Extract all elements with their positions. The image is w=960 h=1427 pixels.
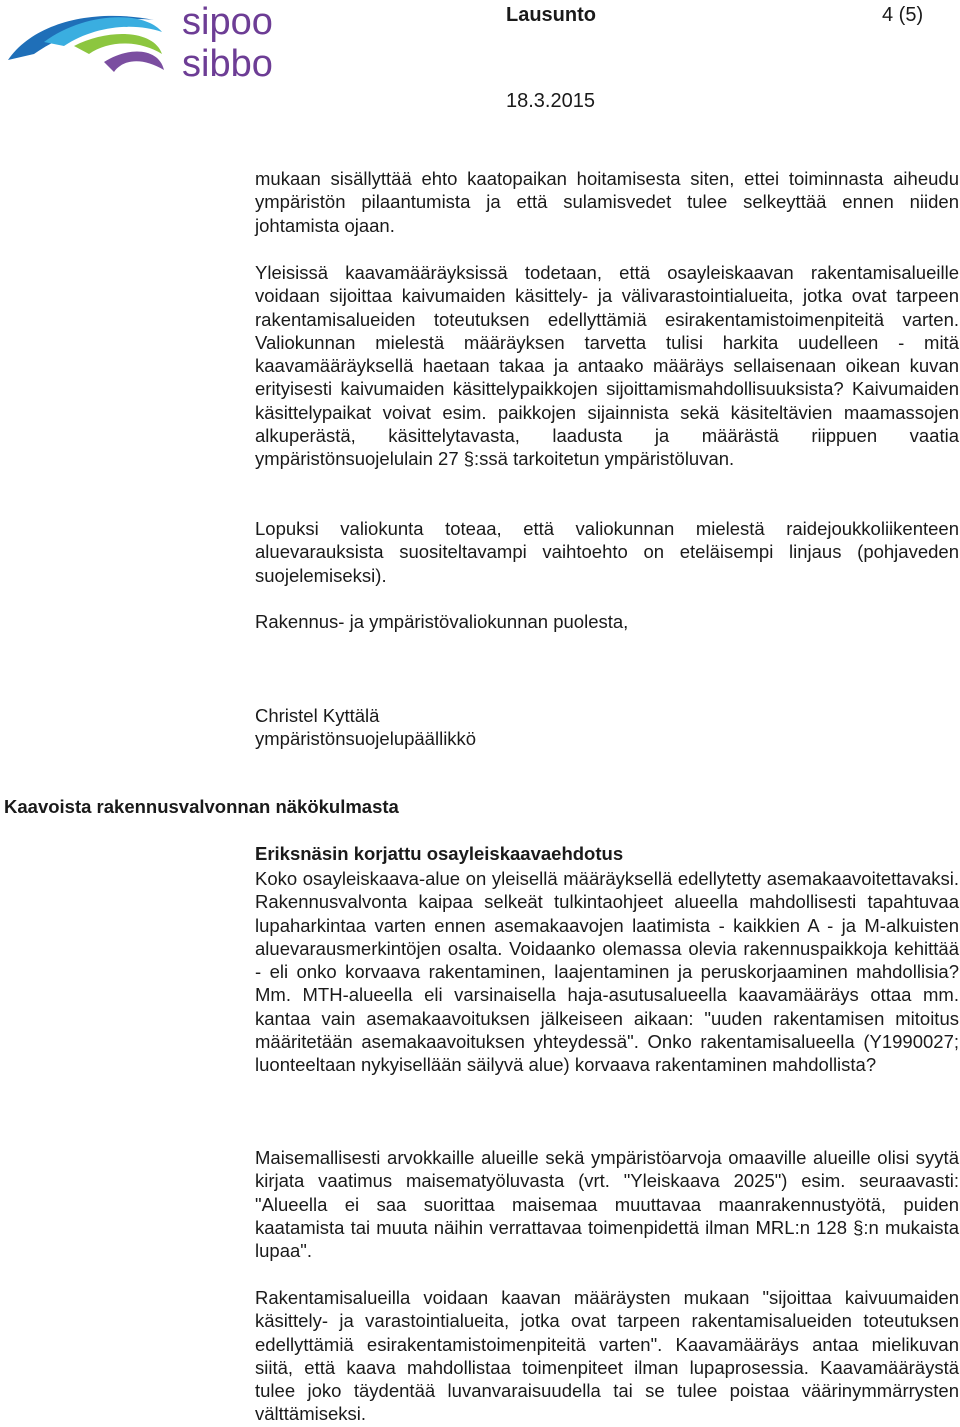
paragraph-general-regulations: Yleisissä kaavamääräyksissä todetaan, että osayleiskaavan rakentamisalueille voidaan sijoittaa kaivumaiden käsittely- ja välivarastointialueita, jotka ovat tarpeen rakentamisalueiden toteutuksen edellyttämiä esirakentamistoimenpiteitä varten. Valiokunnan mielestä määräyksen tarvetta tulisi harkita uudelleen - mitä kaavamääräyksellä haetaan takaa ja antaako määräys sellaisenaan oikean kuvan erityisesti kaivumaiden käsittelypaikkojen sijoittamismahdollisuuksista? Kaivumaiden käsittelypaikat voivat esim. paikkojen sijainnista sekä käsiteltävien maamassojen alkuperästä, käsittelytavasta, laadusta ja määrästä riippuen vaatia ympäristönsuojelulain 27 §:ssä tarkoitetun ympäristöluvan. [255,262,959,470]
document-type: Lausunto [506,4,596,26]
subsection-heading: Eriksnäsin korjattu osayleiskaavaehdotus [255,843,624,864]
logo-swoosh-icon [4,2,294,82]
paragraph-building-control: Koko osayleiskaava-alue on yleisellä määräyksellä edellytetty asemakaavoitettavaksi. Rakennusvalvonta kaipaa selkeät tulkintaohjeet alueella mahdollisesti tapahtuvaa lupaharkintaa varten ennen asemakaavojen laatimista - kaikkien A - ja M-alkuisten aluevarausmerkintöjen osalta. Voidaanko olemassa olevia rakennuspaikkoja kehittää - eli onko korvaava rakentaminen, laajentaminen ja peruskorjaaminen mahdollisia? Mm. MTH-alueella eli varsinaisella haja-asutusalueella kaavamääräys ottaa mm. kantaa vain asemakaavoituksen jälkeiseen aikaan: "uuden rakentamisen mitoitus määritetään asemakaavoituksen yhteydessä". Onko rakentamisalueella (Y1990027; luonteeltaan nykyisellään säilyvä alue) korvaava rakentaminen mahdollista? [255,868,959,1076]
paragraph-conclusion: Lopuksi valiokunta toteaa, että valiokunnan mielestä raidejoukkoliikenteen aluevarauksista suositeltavampi vaihtoehto on eteläisempi linjaus (pohjaveden suojelemiseksi). [255,518,959,586]
section-heading: Kaavoista rakennusvalvonnan näkökulmasta [4,796,399,817]
paragraph-construction-areas: Rakentamisalueilla voidaan kaavan määräysten mukaan "sijoittaa kaivuumaiden käsittely- ja varastointialueita, jotka ovat tarpeen rakentamisalueiden toteutuksen edellyttämiä esirakentamistoimenpiteitä varten". Kaavamääräys antaa mielikuvan siitä, että kaava mahdollistaa toimenpiteet ilman lupaprosessia. Kaavamääräystä tulee joko täydentää luvanvaraisuudella tai se tulee poistaa väärinymmärrysten välttämiseksi. [255,1287,959,1425]
signer-name: Christel Kyttälä [255,705,380,726]
paragraph-landscape: Maisemallisesti arvokkaille alueille sekä ympäristöarvoja omaaville alueille olisi syytä kirjata vaatimus maisematyöluvasta (vrt. "Yleiskaava 2025") esim. seuraavasti: "Alueella ei saa suorittaa maisemaa muuttavaa maanrakennustyötä, puiden kaatamista tai muuta näihin verrattavaa toimenpidettä ilman MRL:n 128 §:n mukaista lupaa". [255,1147,959,1262]
page-number: 4 (5) [882,4,924,26]
sipoo-sibbo-logo [4,2,294,82]
signer-title: ympäristönsuojelupäällikkö [255,728,477,749]
svg-text:sibbo: sibbo [182,43,273,82]
paragraph-continuation: mukaan sisällyttää ehto kaatopaikan hoitamisesta siten, ettei toiminnasta aiheudu ympäristön pilaantumista ja että sulamisvedet tulee selkeyttää ennen niiden johtamista ojaan. [255,168,959,236]
svg-text:sipoo: sipoo [182,2,273,43]
signature-preamble: Rakennus- ja ympäristövaliokunnan puolesta, [255,611,629,632]
document-date: 18.3.2015 [506,90,595,112]
